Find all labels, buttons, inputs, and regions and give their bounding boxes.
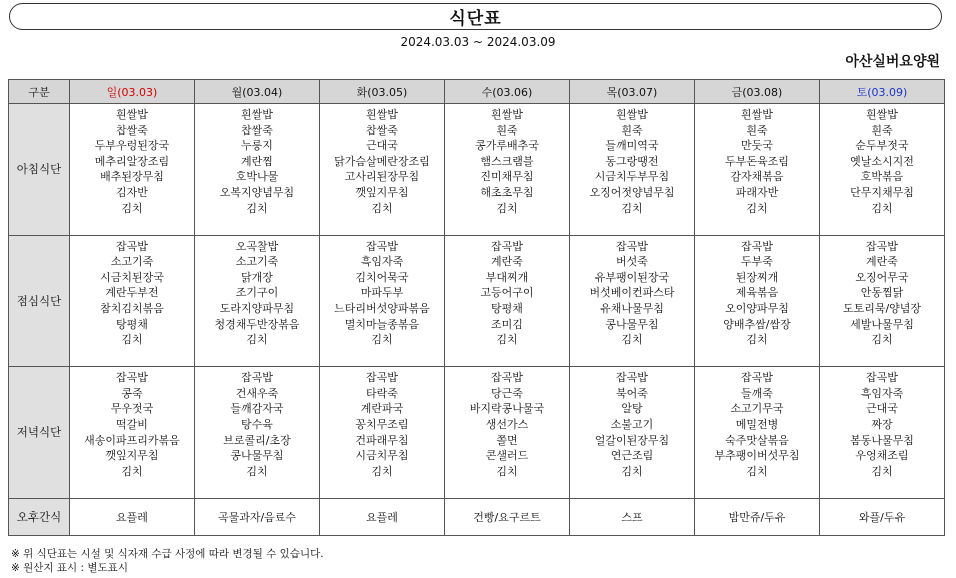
menu-item: 콩가루배추국 [475, 139, 539, 153]
menu-item: 잡곡밥 [116, 239, 148, 253]
menu-cell-lunch-day6 [820, 235, 945, 367]
menu-item: 잡곡밥 [366, 371, 398, 385]
menu-cell-breakfast-day5 [695, 104, 820, 236]
menu-item: 두부돈육조림 [725, 154, 789, 168]
menu-item: 건파래무침 [355, 433, 409, 447]
meal-row-lunch [9, 235, 945, 367]
menu-item: 콩죽 [121, 386, 143, 400]
menu-item: 탕평채 [491, 301, 523, 315]
page-title-box [9, 3, 942, 30]
menu-item: 흰죽 [621, 123, 643, 137]
menu-cell-snack-day6: 와플/두유 [820, 498, 945, 535]
menu-item: 멸치마늘종볶음 [344, 317, 420, 331]
menu-cell-breakfast-day1 [195, 104, 320, 236]
menu-item: 얼갈이된장무침 [594, 433, 670, 447]
meal-label-breakfast: 아침식단 [9, 104, 70, 236]
menu-item: 김치 [246, 464, 268, 478]
menu-item: 오징어무국 [855, 270, 909, 284]
menu-item: 두부죽 [741, 255, 773, 269]
menu-cell-dinner-day3 [445, 367, 570, 499]
menu-item: 안동찜닭 [860, 286, 904, 300]
menu-item: 참치김치볶음 [100, 301, 164, 315]
menu-item: 세발나물무침 [850, 317, 914, 331]
menu-cell-dinner-day4 [570, 367, 695, 499]
menu-item: 콩나물무침 [605, 317, 659, 331]
menu-item: 느타리버섯양파볶음 [334, 301, 430, 315]
menu-item: 된장찌개 [735, 270, 779, 284]
menu-item: 유부팽이된장국 [594, 270, 670, 284]
menu-item: 꽁치무조림 [355, 417, 409, 431]
menu-item: 들깨감자국 [230, 402, 284, 416]
menu-item: 시금치무침 [355, 449, 409, 463]
header-row [9, 80, 945, 104]
menu-item: 김치 [121, 464, 143, 478]
menu-cell-dinner-day5 [695, 367, 820, 499]
day-header-fri: 금(03.08) [695, 80, 820, 104]
menu-item: 김치 [496, 464, 518, 478]
menu-item: 조미김 [491, 317, 523, 331]
menu-item: 흰쌀밥 [241, 108, 273, 121]
menu-item: 흰쌀밥 [366, 108, 398, 121]
menu-item: 근대국 [866, 402, 898, 416]
menu-item: 깻잎지무침 [355, 185, 409, 199]
menu-item: 김치 [621, 333, 643, 347]
menu-cell-breakfast-day2 [320, 104, 445, 236]
menu-item: 흑임자죽 [860, 386, 904, 400]
menu-item: 닭가슴살메란장조림 [334, 154, 430, 168]
menu-item: 계란죽 [866, 255, 898, 269]
menu-item: 건새우죽 [235, 386, 279, 400]
footnote-1: ※ 위 식단표는 시설 및 식자재 수급 사정에 따라 변경될 수 있습니다. [11, 548, 324, 560]
menu-item: 김치어묵국 [355, 270, 409, 284]
menu-item: 바지락콩나물국 [469, 402, 545, 416]
menu-item: 김치 [371, 333, 393, 347]
menu-cell-breakfast-day4 [570, 104, 695, 236]
weekly-menu-table [8, 79, 945, 536]
day-header-tue: 화(03.05) [320, 80, 445, 104]
day-header-wed: 수(03.06) [445, 80, 570, 104]
menu-cell-dinner-day1 [195, 367, 320, 499]
menu-item: 김치 [871, 333, 893, 347]
menu-item: 소고기무국 [730, 402, 784, 416]
menu-item: 잡곡밥 [241, 371, 273, 385]
menu-cell-lunch-day2 [320, 235, 445, 367]
menu-cell-breakfast-day0 [70, 104, 195, 236]
menu-item: 소고기죽 [110, 255, 154, 269]
menu-item: 마파두부 [360, 286, 404, 300]
menu-item: 찹쌀죽 [366, 123, 398, 137]
menu-item: 흑임자죽 [360, 255, 404, 269]
meal-label-lunch: 점심식단 [9, 235, 70, 367]
menu-item: 김치 [746, 464, 768, 478]
menu-item: 배추된장무침 [100, 170, 164, 184]
menu-item: 들깨미역국 [605, 139, 659, 153]
menu-item: 잡곡밥 [616, 239, 648, 253]
menu-item: 청경채두반장볶음 [214, 317, 300, 331]
menu-item: 오복지양념무침 [219, 185, 295, 199]
menu-item: 흰죽 [746, 123, 768, 137]
menu-item: 잡곡밥 [866, 371, 898, 385]
day-header-thu: 목(03.07) [570, 80, 695, 104]
page-title: 식단표 [449, 9, 502, 29]
facility-name: 아산실버요양원 [845, 54, 940, 70]
meal-row-dinner [9, 367, 945, 499]
menu-item: 들깨죽 [741, 386, 773, 400]
menu-item: 잡곡밥 [116, 371, 148, 385]
menu-cell-breakfast-day3 [445, 104, 570, 236]
menu-cell-snack-day3: 건빵/요구르트 [445, 498, 570, 535]
menu-item: 계란죽 [491, 255, 523, 269]
footnotes [11, 547, 324, 575]
menu-item: 조기구이 [235, 286, 279, 300]
menu-item: 알탕 [621, 402, 643, 416]
meal-label-dinner: 저녁식단 [9, 367, 70, 499]
menu-item: 잡곡밥 [366, 239, 398, 253]
menu-item: 감자채볶음 [730, 170, 784, 184]
menu-item: 김자반 [116, 185, 148, 199]
menu-item: 김치 [746, 333, 768, 347]
menu-item: 계란파국 [360, 402, 404, 416]
menu-item: 짜장 [871, 417, 893, 431]
menu-item: 콘샐러드 [485, 449, 529, 463]
menu-item: 옛날소시지전 [850, 154, 914, 168]
menu-item: 숙주맛살볶음 [725, 433, 789, 447]
menu-item: 흰죽 [496, 123, 518, 137]
menu-cell-dinner-day6 [820, 367, 945, 499]
menu-item: 당근죽 [491, 386, 523, 400]
menu-item: 김치 [871, 201, 893, 215]
menu-item: 잡곡밥 [491, 239, 523, 253]
menu-item: 버섯베이컨파스타 [589, 286, 675, 300]
menu-item: 봄동나물무침 [850, 433, 914, 447]
menu-item: 김치 [121, 201, 143, 215]
menu-item: 김치 [746, 201, 768, 215]
menu-item: 계란두부전 [105, 286, 159, 300]
footnote-2: ※ 원산지 표시 : 별도표시 [11, 562, 128, 574]
menu-item: 단무지채무침 [850, 185, 914, 199]
menu-item: 진미채무침 [480, 170, 534, 184]
menu-cell-lunch-day5 [695, 235, 820, 367]
menu-cell-snack-day0: 요플레 [70, 498, 195, 535]
menu-item: 우엉채조림 [855, 449, 909, 463]
menu-item: 오이양파무침 [725, 301, 789, 315]
menu-item: 타락죽 [366, 386, 398, 400]
menu-item: 햄스크램블 [480, 154, 534, 168]
menu-item: 시금치두부무침 [594, 170, 670, 184]
menu-item: 계란찜 [241, 154, 273, 168]
menu-cell-snack-day5: 밤만쥬/두유 [695, 498, 820, 535]
menu-item: 도라지양파무침 [219, 301, 295, 315]
menu-cell-dinner-day0 [70, 367, 195, 499]
day-header-mon: 월(03.04) [195, 80, 320, 104]
menu-item: 생선가스 [485, 417, 529, 431]
menu-item: 근대국 [366, 139, 398, 153]
menu-item: 흰쌀밥 [491, 108, 523, 121]
menu-item: 부추팽이버섯무침 [714, 449, 800, 463]
menu-cell-dinner-day2 [320, 367, 445, 499]
menu-item: 흰쌀밥 [741, 108, 773, 121]
menu-item: 두부우렁된장국 [94, 139, 170, 153]
meal-row-snack [9, 498, 945, 535]
meal-row-breakfast [9, 104, 945, 236]
menu-item: 김치 [246, 333, 268, 347]
menu-item: 콩나물무침 [230, 449, 284, 463]
menu-item: 잡곡밥 [741, 371, 773, 385]
menu-item: 고사리된장무침 [344, 170, 420, 184]
day-header-sun: 일(03.03) [70, 80, 195, 104]
menu-item: 김치 [371, 201, 393, 215]
menu-item: 메추리알장조림 [94, 154, 170, 168]
menu-item: 해초초무침 [480, 185, 534, 199]
menu-item: 깻잎지무침 [105, 449, 159, 463]
menu-cell-lunch-day3 [445, 235, 570, 367]
menu-item: 잡곡밥 [866, 239, 898, 253]
menu-item: 김치 [621, 464, 643, 478]
menu-item: 찹쌀죽 [116, 123, 148, 137]
menu-item: 새송이파프리카볶음 [84, 433, 180, 447]
menu-item: 흰쌀밥 [866, 108, 898, 121]
menu-cell-lunch-day0 [70, 235, 195, 367]
menu-cell-snack-day1: 곡물과자/음료수 [195, 498, 320, 535]
menu-item: 닭개장 [241, 270, 273, 284]
menu-item: 오징어젓양념무침 [589, 185, 675, 199]
menu-item: 고등어구이 [480, 286, 534, 300]
menu-item: 시금치된장국 [100, 270, 164, 284]
menu-item: 소고기죽 [235, 255, 279, 269]
menu-item: 연근조림 [610, 449, 654, 463]
menu-item: 양배추쌈/쌈장 [723, 317, 791, 331]
meal-label-snack: 오후간식 [9, 498, 70, 535]
menu-item: 브로콜리/초장 [223, 433, 291, 447]
menu-item: 김치 [496, 333, 518, 347]
menu-item: 흰죽 [871, 123, 893, 137]
menu-item: 흰쌀밥 [616, 108, 648, 121]
menu-item: 만둣국 [741, 139, 773, 153]
menu-item: 김치 [371, 464, 393, 478]
menu-item: 쫄면 [496, 433, 518, 447]
menu-item: 도토리묵/양념장 [842, 301, 922, 315]
menu-item: 제육볶음 [735, 286, 779, 300]
menu-item: 무우젓국 [110, 402, 154, 416]
menu-item: 잡곡밥 [491, 371, 523, 385]
date-range: 2024.03.03 ~ 2024.03.09 [400, 35, 556, 49]
menu-item: 누룽지 [241, 139, 273, 153]
menu-item: 잡곡밥 [616, 371, 648, 385]
menu-cell-snack-day4: 스프 [570, 498, 695, 535]
menu-item: 북어죽 [616, 386, 648, 400]
menu-item: 오곡찰밥 [235, 239, 279, 253]
header-corner: 구분 [9, 80, 70, 104]
menu-cell-lunch-day4 [570, 235, 695, 367]
menu-item: 김치 [496, 201, 518, 215]
menu-item: 김치 [871, 464, 893, 478]
menu-cell-lunch-day1 [195, 235, 320, 367]
menu-item: 탕평채 [116, 317, 148, 331]
menu-item: 호박볶음 [860, 170, 904, 184]
menu-item: 탕수육 [241, 417, 273, 431]
menu-item: 버섯죽 [616, 255, 648, 269]
menu-item: 파래자반 [735, 185, 779, 199]
menu-item: 잡곡밥 [741, 239, 773, 253]
menu-item: 김치 [621, 201, 643, 215]
menu-cell-breakfast-day6 [820, 104, 945, 236]
menu-item: 호박나물 [235, 170, 279, 184]
menu-item: 김치 [246, 201, 268, 215]
menu-item: 김치 [121, 333, 143, 347]
menu-item: 유채나물무침 [600, 301, 664, 315]
menu-item: 떡갈비 [116, 417, 148, 431]
day-header-sat: 토(03.09) [820, 80, 945, 104]
menu-item: 흰쌀밥 [116, 108, 148, 121]
menu-item: 부대찌개 [485, 270, 529, 284]
menu-cell-snack-day2: 요플레 [320, 498, 445, 535]
menu-item: 순두부젓국 [855, 139, 909, 153]
menu-item: 메밀전병 [735, 417, 779, 431]
menu-item: 소불고기 [610, 417, 654, 431]
menu-item: 찹쌀죽 [241, 123, 273, 137]
menu-item: 동그랑땡전 [605, 154, 659, 168]
